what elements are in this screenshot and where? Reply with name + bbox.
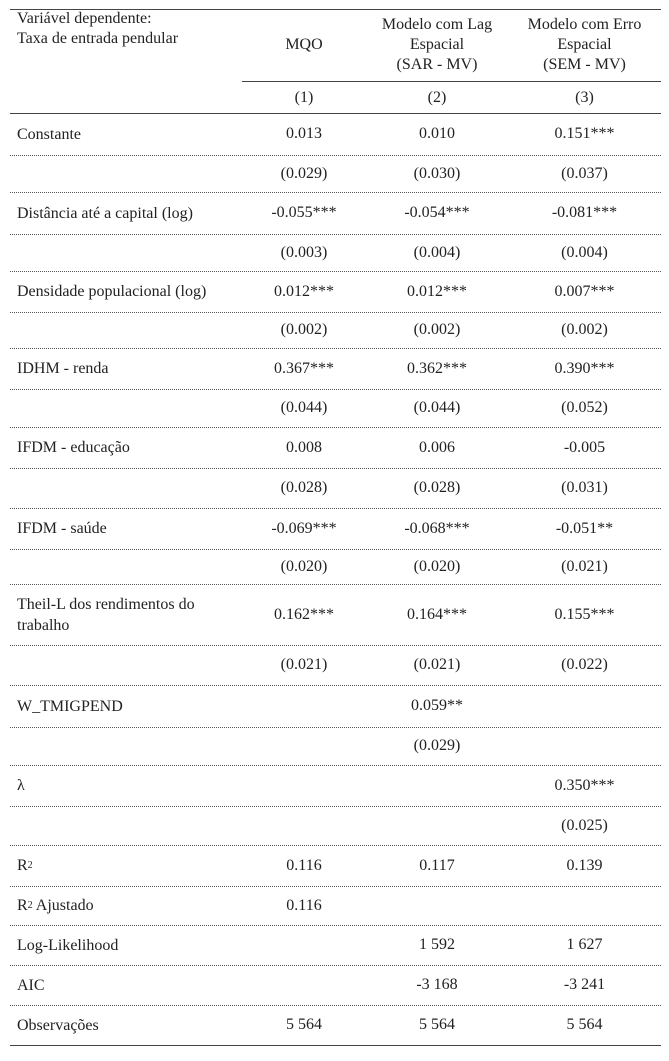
table-row	[10, 727, 661, 765]
stat-value-col3: 1 627	[566, 936, 603, 953]
cell-value-col1: (0.044)	[280, 399, 328, 416]
table-row	[10, 645, 661, 685]
row-label	[17, 549, 242, 584]
stat-value-col2: 0.117	[419, 856, 455, 874]
stat-value-col1	[242, 965, 366, 1005]
col1-header	[242, 9, 366, 81]
cell-value-col1: 0.013	[286, 125, 322, 142]
row-label: IDHM - renda	[17, 360, 109, 377]
table-row	[10, 508, 661, 549]
cell-value-col2	[366, 765, 508, 806]
table-row	[10, 155, 661, 192]
stat-label	[17, 1005, 242, 1045]
stat-value-col1: 5 564	[286, 1016, 322, 1033]
cell-value-col3: 0.390***	[554, 359, 615, 377]
cell-value-col1	[242, 727, 366, 765]
col3-header	[508, 9, 661, 81]
col2-title-line2: Espacial	[409, 36, 465, 53]
stat-label-main: AIC	[17, 976, 45, 994]
table-row	[10, 468, 661, 508]
row-label: λ	[17, 777, 25, 794]
cell-value-col1: (0.020)	[280, 557, 328, 575]
cell-value-col3: 0.007***	[554, 282, 615, 300]
stat-value-col3	[508, 886, 661, 925]
cell-value-col1: (0.029)	[280, 164, 328, 182]
stat-label-main: Log-Likelihood	[17, 936, 119, 954]
dependent-label-line1: Variável dependente:	[17, 10, 152, 27]
stat-label: R 2	[17, 857, 33, 874]
row-label	[17, 389, 242, 427]
stat-row	[10, 845, 661, 886]
cell-value-col1: 0.012***	[274, 282, 334, 300]
row-label	[17, 806, 242, 845]
table-row	[10, 192, 661, 234]
stat-row	[10, 965, 661, 1005]
cell-value-col2: 0.362***	[407, 359, 467, 377]
column-numbers-row	[10, 83, 661, 112]
cell-value-col1: 0.367***	[274, 359, 334, 377]
header-rule	[242, 81, 661, 82]
row-label	[17, 312, 242, 348]
row-label: Densidade populacional (log)	[17, 283, 207, 300]
col2-header	[366, 9, 508, 81]
table-row	[10, 234, 661, 271]
stat-value-col2: -3 168	[416, 976, 458, 993]
dependent-variable-label	[17, 9, 242, 81]
stat-value-col3: -3 241	[563, 976, 606, 993]
cell-value-col3: (0.025)	[561, 816, 608, 834]
col1-number: (1)	[294, 88, 314, 106]
table-row	[10, 685, 661, 727]
cell-value-col2: (0.004)	[413, 243, 461, 261]
cell-value-col2: 0.006	[419, 438, 455, 456]
cell-value-col1: -0.055***	[271, 204, 337, 221]
stat-value-col1: 0.116	[286, 896, 322, 914]
cell-value-col2: (0.028)	[413, 479, 461, 496]
cell-value-col2: (0.021)	[413, 656, 461, 673]
row-label	[17, 645, 242, 685]
stat-value-col3: 5 564	[566, 1016, 603, 1033]
row-label: IFDM - saúde	[17, 520, 107, 537]
header-row	[10, 9, 661, 81]
cell-value-col3: 0.151***	[554, 125, 615, 142]
row-label: Theil-L dos rendimentos do trabalho	[17, 595, 195, 634]
cell-value-col2: (0.044)	[413, 399, 461, 416]
cell-value-col3: (0.021)	[561, 557, 608, 575]
table-row	[10, 389, 661, 427]
cell-value-col1: 0.162***	[274, 605, 334, 623]
row-label	[17, 727, 242, 765]
table-row	[10, 348, 661, 389]
cell-value-col2: (0.002)	[413, 321, 461, 338]
stat-value-col1	[242, 925, 366, 965]
cell-value-col3	[508, 727, 661, 765]
cell-value-col3: 0.155***	[554, 605, 615, 623]
col2-title-line3: (SAR - MV)	[396, 56, 478, 73]
cell-value-col2: -0.068***	[404, 519, 470, 537]
cell-value-col2: -0.054***	[404, 204, 470, 221]
cell-value-col1: (0.028)	[280, 479, 328, 496]
stat-value-col2: 5 564	[419, 1016, 455, 1033]
row-label: Constante	[17, 125, 81, 143]
stat-label	[17, 965, 242, 1005]
dependent-label-line2: Taxa de entrada pendular	[17, 30, 179, 47]
cell-value-col2: (0.029)	[413, 737, 461, 754]
cell-value-col2: (0.020)	[413, 557, 461, 575]
table-row	[10, 549, 661, 584]
cell-value-col3: (0.022)	[561, 656, 608, 673]
row-label	[17, 468, 242, 508]
stat-label	[17, 925, 242, 965]
cell-value-col1: 0.008	[286, 438, 322, 456]
cell-value-col3: (0.002)	[561, 321, 608, 338]
stat-row	[10, 925, 661, 965]
cell-value-col2: (0.030)	[413, 164, 461, 182]
cell-value-col2: 0.164***	[407, 605, 467, 623]
cell-value-col1	[242, 765, 366, 806]
cell-value-col3: 0.350***	[554, 776, 615, 794]
row-label	[17, 234, 242, 271]
stat-label: R 2 Ajustado	[17, 897, 94, 914]
cell-value-col2: 0.010	[419, 125, 455, 142]
cell-value-col3: (0.031)	[561, 479, 608, 496]
stat-row	[10, 1005, 661, 1045]
stat-value-col3: 0.139	[566, 856, 603, 874]
cell-value-col3: (0.037)	[561, 164, 608, 182]
stat-value-col2: 1 592	[419, 936, 455, 953]
col1-title: MQO	[285, 36, 323, 53]
cell-value-col2	[366, 806, 508, 845]
cell-value-col2: 0.012***	[407, 282, 467, 300]
cell-value-col3: -0.005	[563, 438, 606, 456]
cell-value-col1	[242, 806, 366, 845]
cell-value-col1: (0.002)	[280, 321, 328, 338]
cell-value-col3: -0.081***	[551, 204, 618, 221]
table-row	[10, 765, 661, 806]
cell-value-col3: (0.052)	[561, 399, 608, 416]
cell-value-col2: 0.059**	[411, 697, 463, 714]
table-row	[10, 113, 661, 155]
stat-label-rest: Ajustado	[32, 897, 94, 914]
col2-number: (2)	[427, 88, 447, 106]
cell-value-col3	[508, 685, 661, 727]
col3-title-line1: Modelo com Erro	[527, 16, 642, 33]
col3-title-line3: (SEM - MV)	[543, 56, 626, 73]
stat-row	[10, 886, 661, 925]
table-row	[10, 271, 661, 312]
row-label	[17, 155, 242, 192]
table-row	[10, 312, 661, 348]
bottom-rule	[10, 1045, 661, 1046]
table-row	[10, 584, 661, 645]
table-row	[10, 427, 661, 468]
row-label: W_TMIGPEND	[17, 697, 123, 715]
row-label: Distância até a capital (log)	[17, 204, 193, 222]
cell-value-col1: (0.003)	[280, 243, 328, 261]
cell-value-col1: -0.069***	[271, 519, 337, 537]
cell-value-col1	[242, 685, 366, 727]
col3-number: (3)	[575, 88, 594, 106]
cell-value-col1: (0.021)	[280, 656, 328, 673]
cell-value-col3: (0.004)	[561, 243, 608, 261]
col3-title-line2: Espacial	[557, 36, 612, 53]
row-label: IFDM - educação	[17, 439, 130, 456]
cell-value-col3: -0.051**	[555, 519, 614, 537]
table-row	[10, 806, 661, 845]
stat-label-main: R	[17, 897, 28, 914]
stat-label-main: Observações	[17, 1016, 99, 1034]
stat-label-main: R	[17, 857, 28, 874]
stat-value-col2	[366, 886, 508, 925]
col2-title-line1: Modelo com Lag	[381, 16, 493, 33]
stat-value-col1: 0.116	[286, 856, 322, 874]
